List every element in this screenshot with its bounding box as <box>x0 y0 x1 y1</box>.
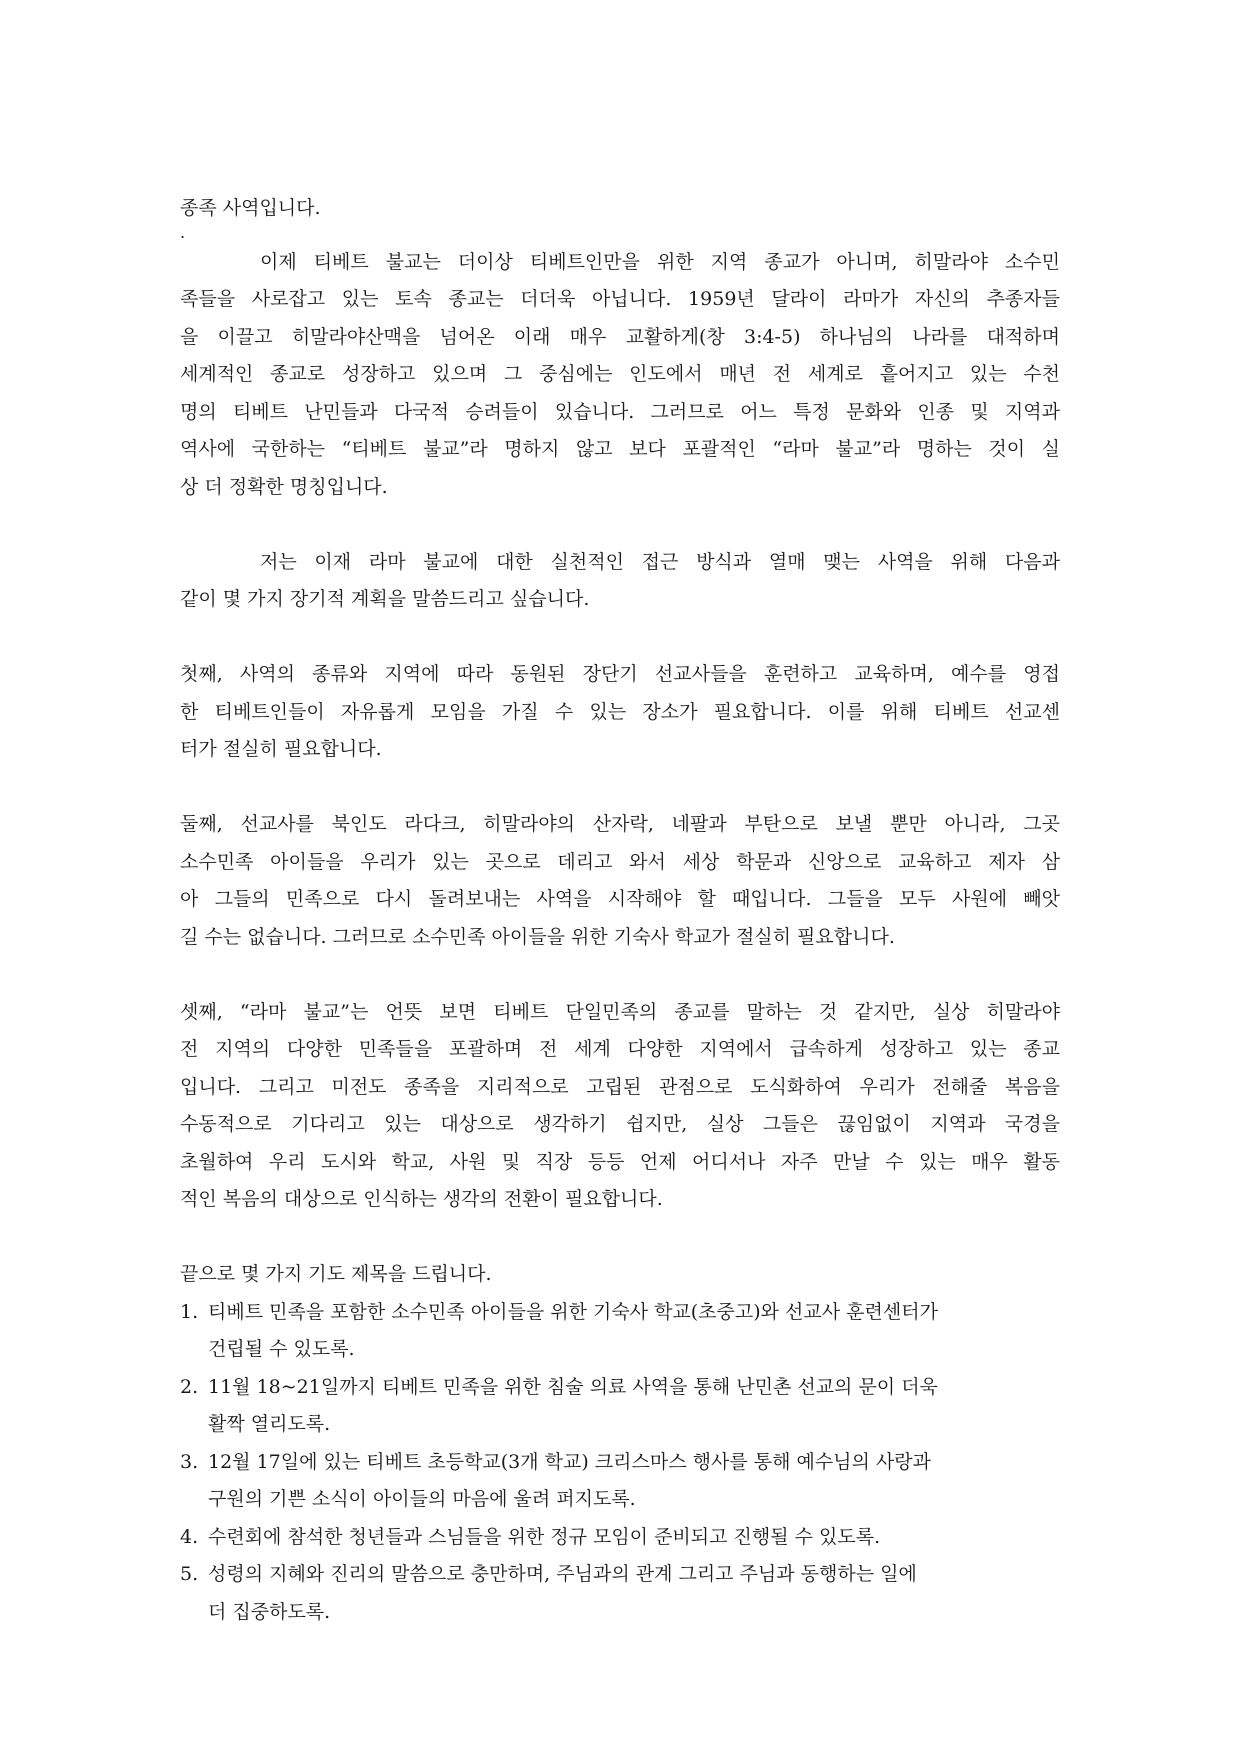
prayer-item <box>180 1294 1060 1369</box>
prayer-item-line: 12월 17일에 있는 티베트 초등학교(3개 학교) 크리스마스 행사를 통해 예수님의 사랑과 <box>208 1450 931 1473</box>
paragraph-gap <box>180 956 1060 994</box>
paragraph-line: 둘째, 선교사를 북인도 라다크, 히말라야의 산자락, 네팔과 부탄으로 보낼 뿐만 아니라, 그곳 <box>180 813 1060 835</box>
paragraph-line: 적인 복음의 대상으로 인식하는 생각의 전환이 필요합니다. <box>180 1188 663 1210</box>
paragraph-gap <box>180 769 1060 807</box>
paragraph-second-plan <box>180 806 1060 956</box>
paragraph-tibetan-buddhism <box>180 244 1060 507</box>
paragraph-line: 수동적으로 기다리고 있는 대상으로 생각하기 쉽지만, 실상 그들은 끊임없이 지역과 국경을 <box>180 1113 1060 1135</box>
paragraph-line: 이제 티베트 불교는 더이상 티베트인만을 위한 지역 종교가 아니며, 히말라야 소수민 <box>260 250 1060 273</box>
prayer-heading: 끝으로 몇 가지 기도 제목을 드립니다. <box>180 1263 492 1285</box>
paragraph-line: 저는 이재 라마 불교에 대한 실천적인 접근 방식과 열매 맺는 사역을 위해 다음과 <box>260 550 1060 573</box>
paragraph-line: 을 이끌고 히말라야산맥을 넘어온 이래 매우 교활하게(창 3:4-5) 하나님의 나라를 대적하며 <box>180 325 1060 348</box>
paragraph-third-plan <box>180 994 1060 1219</box>
paragraph-gap <box>180 506 1060 544</box>
paragraph-line: 소수민족 아이들을 우리가 있는 곳으로 데리고 와서 세상 학문과 신앙으로 교육하고 제자 삼 <box>180 850 1060 873</box>
paragraph-line: 명의 티베트 난민들과 다국적 승려들이 있습니다. 그러므로 어느 특정 문화와 인종 및 지역과 <box>180 400 1060 423</box>
prayer-item-line: 더 집중하도록. <box>208 1600 331 1623</box>
paragraph-gap <box>180 1219 1060 1257</box>
stray-dot: . <box>180 222 186 242</box>
paragraph-line: 초월하여 우리 도시와 학교, 사원 및 직장 등등 언제 어디서나 자주 만날 수 있는 매우 활동 <box>180 1150 1060 1173</box>
intro-line: 종족 사역입니다. <box>180 197 321 219</box>
prayer-item-line: 11월 18~21일까지 티베트 민족을 위한 침술 의료 사역을 통해 난민촌 선교의 문이 더욱 <box>208 1375 938 1398</box>
prayer-item-number: 3. <box>180 1450 199 1473</box>
prayer-item-line: 건립될 수 있도록. <box>208 1338 355 1360</box>
paragraph-line: 입니다. 그리고 미전도 종족을 지리적으로 고립된 관점으로 도식화하여 우리가 전해줄 복음을 <box>180 1075 1060 1098</box>
prayer-list <box>180 1294 1060 1632</box>
prayer-item-number: 2. <box>180 1375 199 1398</box>
paragraph-line: 세계적인 종교로 성장하고 있으며 그 중심에는 인도에서 매년 전 세계로 흩어지고 있는 수천 <box>180 363 1060 385</box>
prayer-item-line: 활짝 열리도록. <box>208 1413 331 1435</box>
paragraph-line: 같이 몇 가지 장기적 계획을 말씀드리고 싶습니다. <box>180 588 590 610</box>
prayer-section <box>180 1256 1060 1631</box>
paragraph-line: 상 더 정확한 명칭입니다. <box>180 475 388 498</box>
prayer-item <box>180 1519 1060 1557</box>
prayer-item-line: 성령의 지혜와 진리의 말씀으로 충만하며, 주님과의 관계 그리고 주님과 동행하는 일에 <box>208 1563 917 1585</box>
paragraph-line: 길 수는 없습니다. 그러므로 소수민족 아이들을 위한 기숙사 학교가 절실히 필요합니다. <box>180 925 895 948</box>
prayer-item-line: 티베트 민족을 포함한 소수민족 아이들을 위한 기숙사 학교(초중고)와 선교사 훈련센터가 <box>208 1300 938 1323</box>
prayer-item-line: 구원의 기쁜 소식이 아이들의 마음에 울려 퍼지도록. <box>208 1488 636 1510</box>
document-page <box>180 190 1060 1631</box>
prayer-item-number: 5. <box>180 1563 199 1585</box>
prayer-item-number: 1. <box>180 1300 199 1323</box>
paragraph-long-term-plans <box>180 544 1060 619</box>
prayer-item <box>180 1556 1060 1631</box>
paragraph-line: 역사에 국한하는 “티베트 불교”라 명하지 않고 보다 포괄적인 “라마 불교”라 명하는 것이 실 <box>180 438 1060 460</box>
paragraph-line: 전 지역의 다양한 민족들을 포괄하며 전 세계 다양한 지역에서 급속하게 성장하고 있는 종교 <box>180 1038 1060 1060</box>
paragraph-first-plan <box>180 656 1060 769</box>
paragraph-line: 한 티베트인들이 자유롭게 모임을 가질 수 있는 장소가 필요합니다. 이를 위해 티베트 선교센 <box>180 700 1060 723</box>
prayer-item <box>180 1444 1060 1519</box>
prayer-item <box>180 1369 1060 1444</box>
paragraph-line: 터가 절실히 필요합니다. <box>180 738 382 760</box>
paragraph-line: 족들을 사로잡고 있는 토속 종교는 더더욱 아닙니다. 1959년 달라이 라마가 자신의 추종자들 <box>180 288 1060 310</box>
paragraph-line: 첫째, 사역의 종류와 지역에 따라 동원된 장단기 선교사들을 훈련하고 교육하며, 예수를 영접 <box>180 663 1060 685</box>
paragraph-gap <box>180 619 1060 657</box>
prayer-item-line: 수련회에 참석한 청년들과 스님들을 위한 정규 모임이 준비되고 진행될 수 있도록. <box>208 1525 881 1548</box>
prayer-item-number: 4. <box>180 1525 199 1548</box>
paragraph-line: 셋째, “라마 불교”는 언뜻 보면 티베트 단일민족의 종교를 말하는 것 같지만, 실상 히말라야 <box>180 1000 1060 1023</box>
paragraph-line: 아 그들의 민족으로 다시 돌려보내는 사역을 시작해야 할 때입니다. 그들을 모두 사원에 빼앗 <box>180 888 1060 910</box>
